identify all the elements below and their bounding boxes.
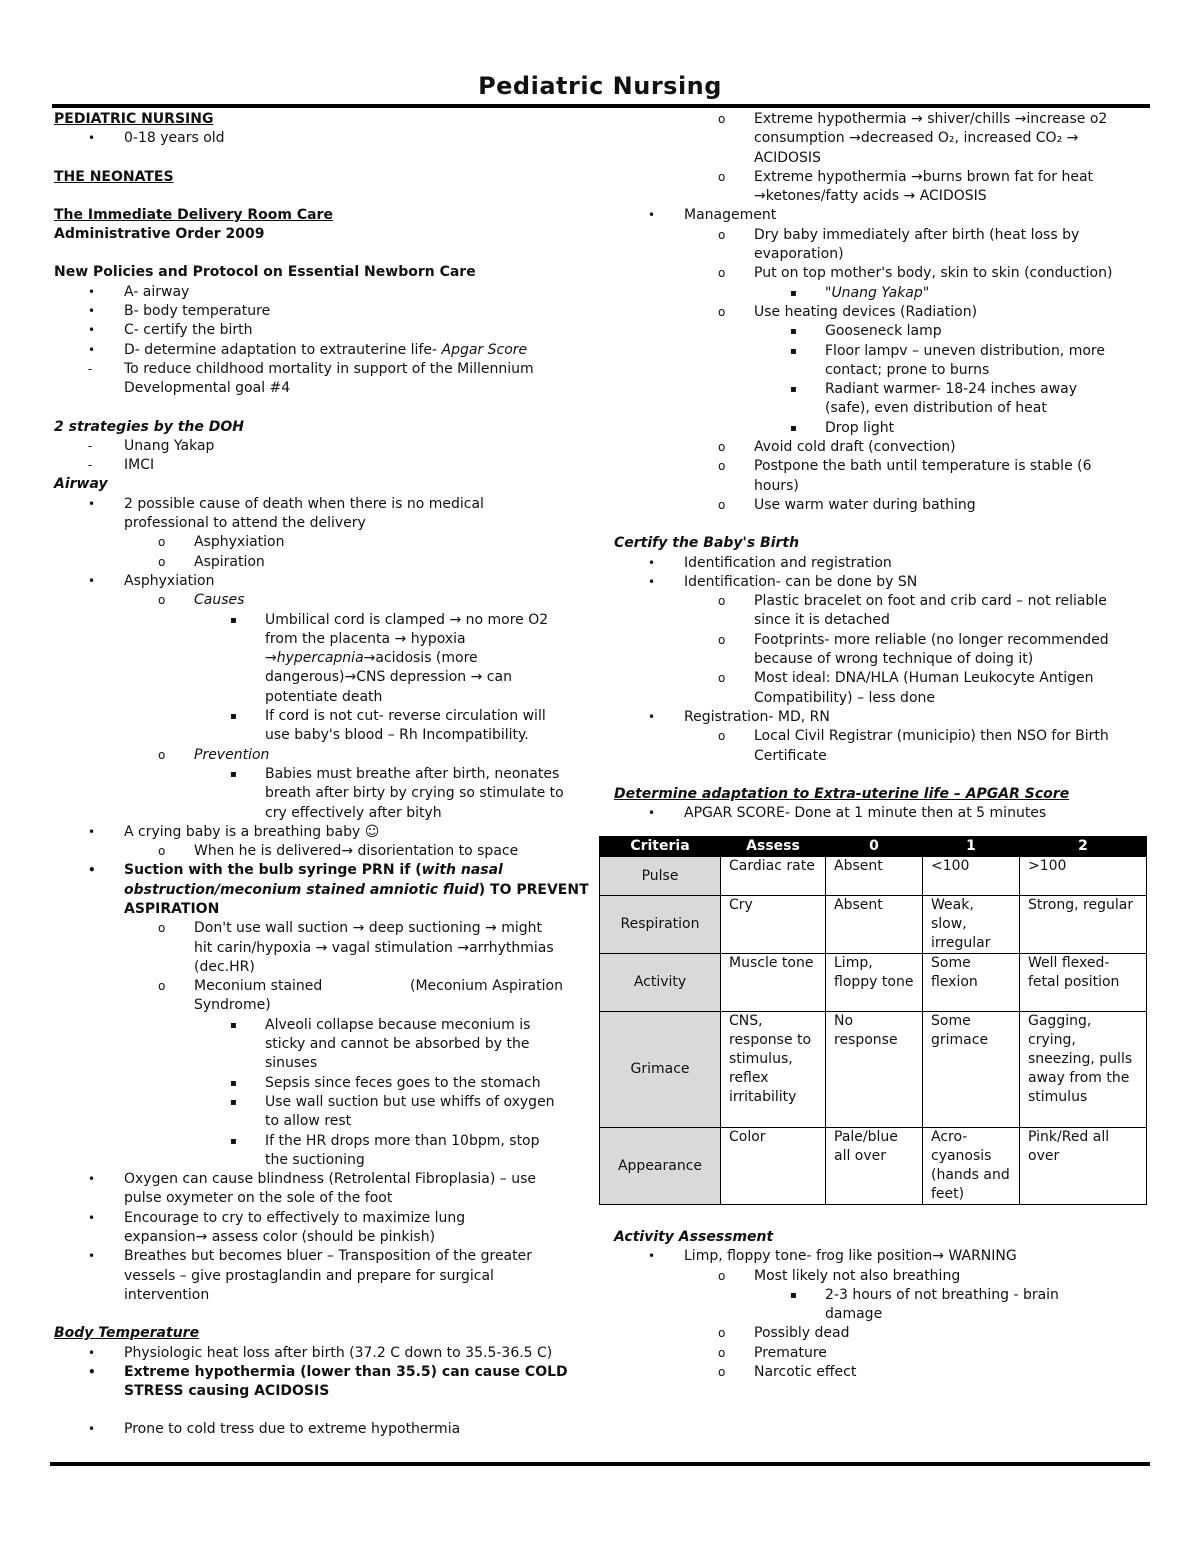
list-item: • Prone to cold tress due to extreme hypothermia — [88, 1421, 461, 1438]
table-cell: Pink/Red all over — [1020, 1128, 1147, 1205]
list-item: • Suction with the bulb syringe PRN if (with nasal — [88, 862, 503, 879]
table-cell: >100 — [1020, 857, 1147, 896]
list-item-continued: professional to attend the delivery — [124, 515, 366, 532]
list-item: o Causes — [158, 592, 245, 609]
list-item-continued: (safe), even distribution of heat — [825, 400, 1047, 417]
list-item: ▪ If cord is not cut- reverse circulation will — [230, 708, 546, 725]
list-item-continued: dangerous)→CNS depression → can — [265, 669, 512, 686]
list-item-continued: obstruction/meconium stained amniotic fluid) TO PREVENT — [124, 881, 589, 898]
table-cell: Pale/blue all over — [826, 1128, 923, 1205]
list-item: • Management — [648, 207, 777, 224]
list-item: • Oxygen can cause blindness (Retrolental Fibroplasia) – use — [88, 1171, 537, 1188]
table-cell: Cardiac rate — [721, 857, 826, 896]
table-cell: Cry — [721, 896, 826, 954]
admin-order: Administrative Order 2009 — [54, 226, 265, 243]
list-item: • 2 possible cause of death when there is no medical — [88, 495, 484, 512]
list-item: • Extreme hypothermia (lower than 35.5) can cause COLD — [88, 1363, 568, 1380]
list-item: o Use warm water during bathing — [718, 496, 976, 513]
table-row — [600, 1128, 1147, 1205]
list-item-continued: evaporation) — [754, 246, 844, 263]
table-row — [600, 954, 1147, 1012]
list-item: • B- body temperature — [88, 303, 271, 320]
table-cell-criteria: Activity — [600, 954, 721, 1012]
list-item: o Prevention — [158, 746, 270, 763]
table-cell: <100 — [923, 857, 1020, 896]
list-item: ▪ Drop light — [790, 419, 895, 436]
list-item: ▪ 2-3 hours of not breathing - brain — [790, 1286, 1059, 1303]
table-cell-criteria: Respiration — [600, 896, 721, 954]
table-cell: Some flexion — [923, 954, 1020, 1012]
table-cell: Acro-cyanosis (hands and feet) — [923, 1128, 1020, 1205]
list-item: • D- determine adaptation to extrauterine life- Apgar Score — [88, 341, 528, 358]
table-cell: Strong, regular — [1020, 896, 1147, 954]
list-item: - IMCI — [88, 457, 155, 474]
table-cell: Limp, floppy tone — [826, 954, 923, 1012]
list-item-continued: because of wrong technique of doing it) — [754, 651, 1034, 668]
list-item: o Use heating devices (Radiation) — [718, 303, 978, 320]
list-item: o Extreme hypothermia → shiver/chills →increase o2 — [718, 111, 1108, 127]
list-item: • APGAR SCORE- Done at 1 minute then at 5 minutes — [648, 805, 1047, 822]
list-item: • Limp, floppy tone- frog like position→ WARNING — [648, 1248, 1017, 1265]
list-item-continued: expansion→ assess color (should be pinkish) — [124, 1229, 436, 1246]
list-item-continued: contact; prone to burns — [825, 361, 990, 378]
list-item: o Asphyxiation — [158, 534, 285, 551]
list-item-continued: ACIDOSIS — [754, 149, 821, 166]
table-header: 2 — [1020, 837, 1147, 857]
table-cell: Weak, slow, irregular — [923, 896, 1020, 954]
list-item-continued: from the placenta → hypoxia — [265, 630, 466, 647]
list-item: o Possibly dead — [718, 1325, 850, 1342]
list-item-continued: pulse oxymeter on the sole of the foot — [124, 1190, 393, 1207]
list-item: ▪ Babies must breathe after birth, neonates — [230, 765, 560, 782]
section-heading-pediatric-nursing: PEDIATRIC NURSING — [54, 111, 214, 127]
list-item-continued: (dec.HR) — [194, 958, 255, 975]
list-item: o Put on top mother's body, skin to skin (conduction) — [718, 265, 1113, 282]
list-item: o Don't use wall suction → deep suctioning → might — [158, 920, 542, 937]
heading-strategies: 2 strategies by the DOH — [54, 418, 244, 435]
list-item-continued: Syndrome) — [194, 997, 271, 1014]
list-item: ▪ Sepsis since feces goes to the stomach — [230, 1074, 541, 1091]
heading-determine-adaptation: Determine adaptation to Extra-uterine life – APGAR Score — [614, 785, 1070, 802]
list-item: ▪ Use wall suction but use whiffs of oxygen — [230, 1093, 555, 1110]
list-item-continued: the suctioning — [265, 1151, 365, 1168]
list-item-continued: sticky and cannot be absorbed by the — [265, 1036, 530, 1053]
list-item-continued: sinuses — [265, 1055, 318, 1072]
list-item: • Breathes but becomes bluer – Transposition of the greater — [88, 1248, 532, 1265]
table-cell: Muscle tone — [721, 954, 826, 1012]
right-column — [614, 110, 1152, 823]
list-item-continued: Compatibility) – less done — [754, 689, 935, 706]
list-item: - To reduce childhood mortality in support of the Millennium — [88, 360, 534, 377]
list-item-continued: hours) — [754, 477, 799, 494]
heading-immediate-care: The Immediate Delivery Room Care — [54, 206, 333, 223]
list-item: o Meconium stained (Meconium Aspiration — [158, 978, 563, 995]
list-item-continued: cry effectively after bityh — [265, 804, 442, 821]
list-item: o Extreme hypothermia →burns brown fat for heat — [718, 168, 1094, 185]
list-item-continued: Developmental goal #4 — [124, 380, 291, 397]
list-item: o Avoid cold draft (convection) — [718, 439, 956, 456]
table-cell-criteria: Pulse — [600, 857, 721, 896]
list-item: • Physiologic heat loss after birth (37.2 C down to 35.5-36.5 C) — [88, 1344, 553, 1361]
list-item-continued: vessels – give prostaglandin and prepare for surgical — [124, 1267, 494, 1284]
list-item: • Asphyxiation — [88, 572, 215, 589]
list-item: - Unang Yakap — [88, 437, 215, 454]
list-item-continued: to allow rest — [265, 1113, 352, 1130]
heading-certify-birth: Certify the Baby's Birth — [614, 535, 800, 552]
bullet-icon: • — [88, 131, 96, 146]
list-item: o Postpone the bath until temperature is stable (6 — [718, 458, 1092, 475]
table-cell: No response — [826, 1012, 923, 1128]
list-item: o When he is delivered→ disorientation to space — [158, 843, 519, 860]
list-item-continued: potentiate death — [265, 688, 383, 705]
table-cell-criteria: Appearance — [600, 1128, 721, 1205]
list-item: • Identification- can be done by SN — [648, 573, 918, 590]
list-item-continued: breath after birty by crying so stimulate to — [265, 785, 564, 802]
section-heading-neonates: THE NEONATES — [54, 168, 174, 185]
table-cell: Some grimace — [923, 1012, 1020, 1128]
list-item: ▪ Umbilical cord is clamped → no more O2 — [230, 611, 549, 628]
list-item-continued: damage — [825, 1306, 883, 1323]
table-header: 0 — [826, 837, 923, 857]
list-item: ▪ Alveoli collapse because meconium is — [230, 1016, 531, 1033]
list-item-continued: use baby's blood – Rh Incompatibility. — [265, 727, 529, 744]
table-cell: Color — [721, 1128, 826, 1205]
bottom-divider — [50, 1462, 1150, 1466]
table-row — [600, 857, 1147, 896]
list-item-continued: hit carin/hypoxia → vagal stimulation →arrhythmias — [194, 939, 554, 956]
list-item: o Plastic bracelet on foot and crib card – not reliable — [718, 593, 1107, 610]
list-item: ▪ If the HR drops more than 10bpm, stop — [230, 1132, 540, 1149]
list-item-continued: →hypercapnia→acidosis (more — [265, 650, 478, 667]
table-header: Assess — [721, 837, 826, 857]
list-item-continued: →ketones/fatty acids → ACIDOSIS — [754, 188, 987, 205]
list-item: ▪ "Unang Yakap" — [790, 284, 930, 301]
table-row — [600, 896, 1147, 954]
list-item-continued: STRESS causing ACIDOSIS — [124, 1383, 330, 1400]
table-cell-criteria: Grimace — [600, 1012, 721, 1128]
heading-new-policies: New Policies and Protocol on Essential Newborn Care — [54, 264, 476, 281]
table-header: 1 — [923, 837, 1020, 857]
heading-activity-assessment: Activity Assessment — [614, 1229, 774, 1245]
list-item: • Registration- MD, RN — [648, 708, 830, 725]
table-cell: Well flexed- fetal position — [1020, 954, 1147, 1012]
activity-assessment-section — [614, 1228, 1152, 1382]
list-item-continued: intervention — [124, 1286, 210, 1303]
list-item: • A crying baby is a breathing baby ☺ — [88, 823, 380, 840]
list-item: o Footprints- more reliable (no longer recommended — [718, 631, 1109, 648]
list-item: • 0-18 years old — [54, 129, 594, 148]
table-cell: Absent — [826, 896, 923, 954]
list-item: o Narcotic effect — [718, 1364, 857, 1381]
heading-airway: Airway — [54, 476, 108, 493]
list-item: ▪ Radiant warmer- 18-24 inches away — [790, 381, 1078, 398]
list-item-continued: ASPIRATION — [124, 900, 220, 917]
page-title: Pediatric Nursing — [478, 72, 722, 100]
list-item-continued: Certificate — [754, 747, 827, 764]
list-item: o Most likely not also breathing — [718, 1267, 961, 1284]
list-item: • Encourage to cry to effectively to maximize lung — [88, 1209, 466, 1226]
heading-body-temperature: Body Temperature — [54, 1325, 200, 1342]
list-item: o Dry baby immediately after birth (heat loss by — [718, 226, 1080, 243]
table-header: Criteria — [600, 837, 721, 857]
list-item: o Premature — [718, 1344, 827, 1361]
top-divider — [52, 104, 1150, 108]
left-column — [54, 110, 594, 1440]
table-cell: Gagging, crying, sneezing, pulls away from the stimulus — [1020, 1012, 1147, 1128]
list-item: • C- certify the birth — [88, 322, 253, 339]
list-item: ▪ Gooseneck lamp — [790, 323, 942, 340]
apgar-score-table — [599, 836, 1147, 1205]
list-item: o Most ideal: DNA/HLA (Human Leukocyte Antigen — [718, 670, 1094, 687]
list-item: o Local Civil Registrar (municipio) then NSO for Birth — [718, 728, 1109, 745]
list-item: o Aspiration — [158, 553, 265, 570]
table-cell: Absent — [826, 857, 923, 896]
list-item: • A- airway — [88, 283, 190, 300]
list-item-continued: since it is detached — [754, 612, 890, 629]
table-row — [600, 1012, 1147, 1128]
list-item: • Identification and registration — [648, 554, 892, 571]
list-item: ▪ Floor lampv – uneven distribution, more — [790, 342, 1105, 359]
list-item-continued: consumption →decreased O₂, increased CO₂ → — [754, 130, 1079, 147]
table-header-row — [600, 837, 1147, 857]
table-cell: CNS, response to stimulus, reflex irritability — [721, 1012, 826, 1128]
